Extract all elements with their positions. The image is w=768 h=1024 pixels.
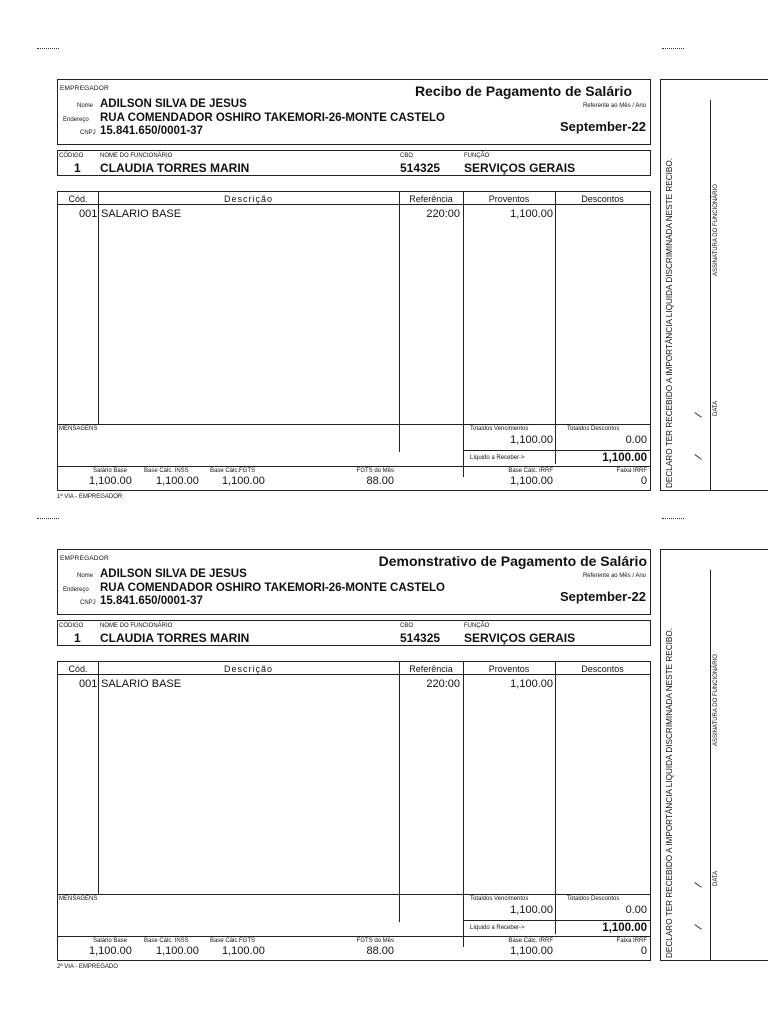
base-irrf-label: Base Cálc. IRRF — [508, 938, 553, 944]
payslip-employee-copy — [57, 549, 768, 989]
payslip-main — [57, 79, 651, 491]
base-irrf-label: Base Cálc. IRRF — [508, 468, 553, 474]
cbo-label: CBO — [400, 153, 414, 159]
employer-name: ADILSON SILVA DE JESUS — [100, 98, 247, 110]
role-value: SERVIÇOS GERAIS — [464, 631, 576, 645]
cbo-value: 514325 — [400, 631, 441, 645]
employer-header — [57, 549, 651, 615]
code-label: CÓDIGO — [59, 153, 84, 159]
net-pay-label: Líquido a Receber-> — [470, 925, 525, 931]
irrf-bracket: 0 — [640, 475, 647, 487]
payslip-main — [57, 549, 651, 961]
item-code: 001 — [79, 678, 98, 690]
base-inss: 1,100.00 — [156, 475, 199, 487]
messages-label: MENSAGENS — [59, 896, 98, 902]
signature-label: ASSINATURA DO FUNCIONÁRIO — [713, 654, 719, 746]
employee-info — [57, 620, 651, 646]
total-deductions-label: Totaldos Descontos — [567, 896, 620, 902]
employee-code: 1 — [74, 631, 81, 645]
cut-mark — [37, 48, 59, 49]
employee-info — [57, 150, 651, 176]
col-header-prov: Proventos — [488, 194, 530, 204]
col-header-desc: Descrição — [223, 194, 273, 204]
base-irrf: 1,100.00 — [510, 475, 553, 487]
col-header-cod: Cód. — [68, 194, 88, 204]
cnpj-label: CNPJ — [80, 600, 96, 606]
net-pay: 1,100.00 — [602, 452, 647, 464]
signature-panel — [660, 549, 768, 961]
base-fgts-label: Base Cálc.FGTS — [210, 468, 256, 474]
date-slash: / — [692, 881, 706, 889]
base-fgts: 1,100.00 — [222, 475, 265, 487]
cbo-value: 514325 — [400, 161, 441, 175]
declaration-text: DECLARO TER RECEBIDO A IMPORTÂNCIA LIQUIDA DISCRIMINADA NESTE RECIBO. — [665, 158, 674, 488]
total-deductions: 0.00 — [625, 904, 647, 916]
total-earnings: 1,100.00 — [510, 904, 553, 916]
period-value: September-22 — [560, 589, 646, 604]
employee-name: CLAUDIA TORRES MARIN — [100, 631, 250, 645]
name-label: Nome — [77, 573, 94, 579]
fgts-month-label: FGTS do Mês — [356, 938, 394, 944]
base-salary: 1,100.00 — [89, 945, 132, 957]
col-header-desc-values: Descontos — [581, 194, 624, 204]
total-earnings-label: Totaldos Vencimentos — [470, 426, 529, 432]
payslip-title: Demonstrativo de Pagamento de Salário — [378, 553, 647, 569]
date-slash: / — [692, 411, 706, 419]
net-pay-label: Líquido a Receber-> — [470, 455, 525, 461]
payslip-title: Recibo de Pagamento de Salário — [414, 83, 632, 99]
col-header-cod: Cód. — [68, 664, 88, 674]
role-label: FUNÇÃO — [464, 153, 490, 159]
date-slash: / — [692, 453, 706, 461]
declaration-text: DECLARO TER RECEBIDO A IMPORTÂNCIA LIQUIDA DISCRIMINADA NESTE RECIBO. — [665, 628, 674, 958]
address-label: Endereço — [63, 587, 89, 593]
total-deductions: 0.00 — [625, 434, 647, 446]
item-earnings: 1,100.00 — [510, 208, 553, 220]
base-irrf: 1,100.00 — [510, 945, 553, 957]
signature-label: ASSINATURA DO FUNCIONÁRIO — [713, 184, 719, 276]
irrf-bracket-label: Faixa IRRF — [616, 468, 647, 474]
date-label: DATA — [713, 870, 719, 886]
item-code: 001 — [79, 208, 98, 220]
cbo-label: CBO — [400, 623, 414, 629]
col-header-ref: Referência — [409, 194, 453, 204]
cut-mark — [37, 518, 59, 519]
item-earnings: 1,100.00 — [510, 678, 553, 690]
employer-header — [57, 79, 651, 145]
net-pay: 1,100.00 — [602, 922, 647, 934]
fgts-month: 88.00 — [366, 475, 394, 487]
item-description: SALARIO BASE — [101, 208, 182, 220]
cnpj-label: CNPJ — [80, 130, 96, 136]
col-header-desc: Descrição — [223, 664, 273, 674]
role-label: FUNÇÃO — [464, 623, 490, 629]
col-header-desc-values: Descontos — [581, 664, 624, 674]
base-salary-label: Salário Base — [93, 468, 128, 474]
col-header-prov: Proventos — [488, 664, 530, 674]
role-value: SERVIÇOS GERAIS — [464, 161, 576, 175]
employer-label: EMPREGADOR — [60, 555, 109, 562]
irrf-bracket: 0 — [640, 945, 647, 957]
employee-name-label: NOME DO FUNCIONÁRIO — [100, 153, 173, 159]
total-earnings-label: Totaldos Vencimentos — [470, 896, 529, 902]
date-label: DATA — [713, 400, 719, 416]
signature-panel — [660, 79, 768, 491]
employer-name: ADILSON SILVA DE JESUS — [100, 568, 247, 580]
code-label: CÓDIGO — [59, 623, 84, 629]
payslip-employer-copy — [57, 79, 768, 519]
employee-name: CLAUDIA TORRES MARIN — [100, 161, 250, 175]
item-reference: 220:00 — [426, 678, 460, 690]
employer-label: EMPREGADOR — [60, 85, 109, 92]
employer-address: RUA COMENDADOR OSHIRO TAKEMORI-26-MONTE CASTELO — [100, 582, 445, 594]
employee-code: 1 — [74, 161, 81, 175]
period-value: September-22 — [560, 119, 646, 134]
name-label: Nome — [77, 103, 94, 109]
base-fgts-label: Base Cálc.FGTS — [210, 938, 256, 944]
employer-address: RUA COMENDADOR OSHIRO TAKEMORI-26-MONTE CASTELO — [100, 112, 445, 124]
date-slash: / — [692, 923, 706, 931]
col-header-ref: Referência — [409, 664, 453, 674]
base-salary: 1,100.00 — [89, 475, 132, 487]
copy-label: 2ª VIA - EMPREGADO — [57, 964, 118, 970]
irrf-bracket-label: Faixa IRRF — [616, 938, 647, 944]
item-description: SALARIO BASE — [101, 678, 182, 690]
cut-mark — [662, 48, 684, 49]
fgts-month-label: FGTS do Mês — [356, 468, 394, 474]
period-label: Referente ao Mês / Ano — [582, 573, 646, 579]
items-table — [57, 661, 651, 961]
total-earnings: 1,100.00 — [510, 434, 553, 446]
period-label: Referente ao Mês / Ano — [582, 103, 646, 109]
total-deductions-label: Totaldos Descontos — [567, 426, 620, 432]
employer-cnpj: 15.841.650/0001-37 — [100, 595, 203, 607]
messages-label: MENSAGENS — [59, 426, 98, 432]
base-inss-label: Base Cálc. INSS — [144, 468, 189, 474]
items-table — [57, 191, 651, 491]
base-inss-label: Base Cálc. INSS — [144, 938, 189, 944]
item-reference: 220:00 — [426, 208, 460, 220]
employee-name-label: NOME DO FUNCIONÁRIO — [100, 623, 173, 629]
base-fgts: 1,100.00 — [222, 945, 265, 957]
address-label: Endereço — [63, 117, 89, 123]
copy-label: 1ª VIA - EMPREGADOR — [57, 494, 123, 500]
base-inss: 1,100.00 — [156, 945, 199, 957]
employer-cnpj: 15.841.650/0001-37 — [100, 125, 203, 137]
base-salary-label: Salário Base — [93, 938, 128, 944]
fgts-month: 88.00 — [366, 945, 394, 957]
